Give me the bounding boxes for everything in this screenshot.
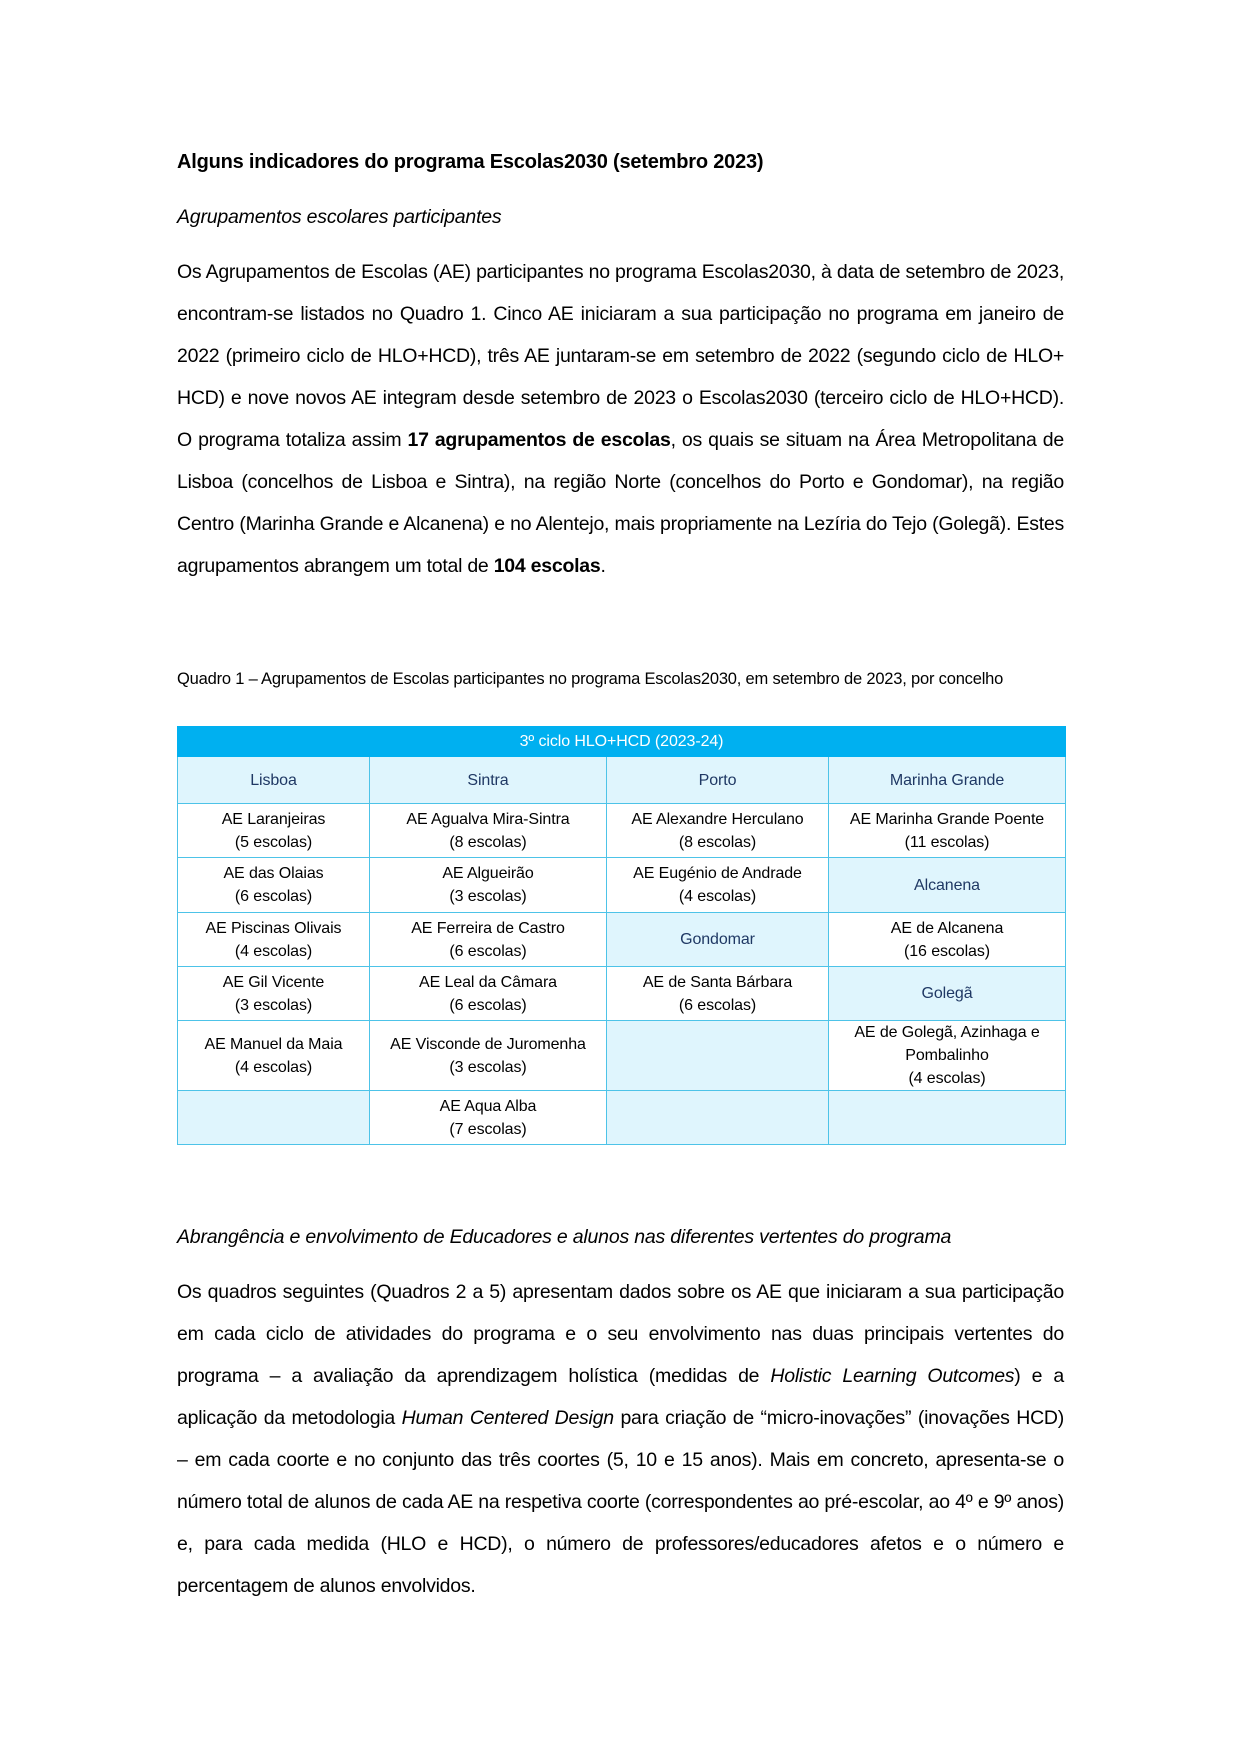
- ae-school-count: (8 escolas): [449, 833, 527, 851]
- ae-name: AE Marinha Grande Poente: [849, 810, 1045, 828]
- table-row: [178, 1091, 1066, 1145]
- ae-name: AE Gil Vicente: [222, 973, 325, 991]
- bold-total-agrupamentos: 17 agrupamentos de escolas: [407, 429, 671, 451]
- table-row: [178, 913, 1066, 967]
- table-cell: [178, 913, 370, 967]
- header-marinha-grande: Marinha Grande: [829, 757, 1066, 804]
- ae-name: AE Eugénio de Andrade: [633, 865, 802, 882]
- ae-name: AE Visconde de Juromenha: [390, 1035, 586, 1053]
- section-heading-participants: Agrupamentos escolares participantes: [177, 206, 502, 228]
- table-cell: [370, 858, 607, 913]
- table-row: [178, 1021, 1066, 1091]
- table-cell: [829, 804, 1066, 858]
- table-cell: [370, 1091, 607, 1145]
- header-lisboa: Lisboa: [178, 757, 370, 804]
- ae-school-count: (4 escolas): [234, 1058, 313, 1076]
- table-row: [178, 967, 1066, 1021]
- ae-name: AE Piscinas Olivais: [205, 919, 342, 937]
- table-cell: [607, 967, 829, 1021]
- ae-name: AE das Olaias: [223, 865, 324, 882]
- paragraph-text: .: [600, 555, 606, 577]
- table-cell: [607, 858, 829, 913]
- italic-term-hcd: Human Centered Design: [401, 1407, 614, 1429]
- agrupamentos-table: [177, 726, 1066, 1145]
- ae-school-count: (5 escolas): [234, 833, 313, 851]
- table-cell: [178, 804, 370, 858]
- italic-term-hlo: Holistic Learning Outcomes: [770, 1365, 1015, 1387]
- table-row: [178, 858, 1066, 913]
- section-heading-abrangencia: Abrangência e envolvimento de Educadores e alunos nas diferentes vertentes do programa: [177, 1226, 952, 1248]
- ae-name: AE de Golegã, Azinhaga e Pombalinho: [854, 1024, 1040, 1064]
- paragraph-abrangencia: [177, 1271, 1064, 1607]
- paragraph-text: Os quadros seguintes (Quadros 2 a 5) apresentam dados sobre os AE que iniciaram a sua participação em cada ciclo de atividades do programa e o seu envolvimento nas duas principais vertentes do programa – a avaliação da aprendizagem holística (medidas de: [177, 1281, 1064, 1387]
- table-cell: [370, 1021, 607, 1091]
- ae-school-count: (16 escolas): [904, 942, 990, 960]
- table-cell: [178, 967, 370, 1021]
- ae-name: AE de Alcanena: [890, 919, 1004, 937]
- ae-name: AE Aqua Alba: [439, 1097, 537, 1115]
- table-band-row: [178, 727, 1066, 757]
- ae-school-count: (3 escolas): [449, 1058, 527, 1076]
- empty-cell: [607, 1091, 829, 1145]
- table-cell: [607, 804, 829, 858]
- empty-cell: [607, 1021, 829, 1091]
- ae-school-count: (8 escolas): [678, 833, 757, 851]
- header-golega: Golegã: [829, 967, 1066, 1021]
- ae-school-count: (3 escolas): [449, 888, 527, 905]
- table-cell: [829, 913, 1066, 967]
- paragraph-text: ) e a aplicação da metodologia: [177, 1365, 1064, 1429]
- ae-school-count: (6 escolas): [678, 996, 757, 1014]
- document-title: Alguns indicadores do programa Escolas2030 (setembro 2023): [177, 151, 764, 173]
- table-caption: Quadro 1 – Agrupamentos de Escolas participantes no programa Escolas2030, em setembro de 2023, por concelho: [177, 670, 1004, 688]
- ae-name: AE Ferreira de Castro: [411, 919, 565, 937]
- header-porto: Porto: [607, 757, 829, 804]
- ae-name: AE Manuel da Maia: [204, 1035, 343, 1053]
- bold-total-escolas: 104 escolas: [493, 555, 601, 577]
- table-cell: [829, 1021, 1066, 1091]
- table-cell: [178, 1021, 370, 1091]
- ae-name: AE de Santa Bárbara: [642, 973, 793, 991]
- empty-cell: [829, 1091, 1066, 1145]
- paragraph-text: , os quais se situam na Área Metropolitana de Lisboa (concelhos de Lisboa e Sintra), na região Norte (concelhos do Porto e Gondomar), na região Centro (Marinha Grande e Alcanena) e no Alentejo, mais propriamente na Lezíria do Tejo (Golegã). Estes agrupamentos abrangem um total de: [177, 429, 1064, 577]
- table-header-row: [178, 757, 1066, 804]
- header-alcanena: Alcanena: [829, 858, 1066, 913]
- ae-school-count: (6 escolas): [449, 942, 527, 960]
- table-cell: [178, 858, 370, 913]
- table-row: [178, 804, 1066, 858]
- table-cell: [370, 913, 607, 967]
- ae-school-count: (6 escolas): [449, 996, 527, 1014]
- header-sintra: Sintra: [370, 757, 607, 804]
- ae-name: AE Agualva Mira-Sintra: [406, 810, 570, 828]
- ae-name: AE Alexandre Herculano: [631, 810, 804, 828]
- ae-school-count: (11 escolas): [904, 833, 990, 851]
- ae-school-count: (4 escolas): [234, 942, 313, 960]
- ae-school-count: (3 escolas): [234, 996, 313, 1014]
- ae-name: AE Algueirão: [442, 865, 534, 882]
- header-gondomar: Gondomar: [607, 913, 829, 967]
- paragraph-participants: [177, 251, 1064, 587]
- ae-school-count: (6 escolas): [234, 888, 313, 905]
- ae-name: AE Laranjeiras: [221, 810, 326, 828]
- table-cell: [370, 967, 607, 1021]
- paragraph-text: para criação de “micro-inovações” (inovações HCD) – em cada coorte e no conjunto das três coortes (5, 10 e 15 anos). Mais em concreto, apresenta-se o número total de alunos de cada AE na respetiva coorte (correspondentes ao pré-escolar, ao 4º e 9º anos) e, para cada medida (HLO e HCD), o número de professores/educadores afetos e o número e percentagem de alunos envolvidos.: [177, 1407, 1064, 1597]
- ae-school-count: (7 escolas): [449, 1120, 527, 1138]
- paragraph-text: Os Agrupamentos de Escolas (AE) participantes no programa Escolas2030, à data de setembro de 2023, encontram-se listados no Quadro 1. Cinco AE iniciaram a sua participação no programa em janeiro de 2022 (primeiro ciclo de HLO+HCD), três AE juntaram-se em setembro de 2022 (segundo ciclo de HLO+ HCD) e nove novos AE integram desde setembro de 2023 o Escolas2030 (terceiro ciclo de HLO+HCD). O programa totaliza assim: [177, 261, 1064, 451]
- empty-cell: [178, 1091, 370, 1145]
- ae-school-count: (4 escolas): [678, 888, 757, 905]
- ae-name: AE Leal da Câmara: [419, 973, 557, 991]
- table-cell: [370, 804, 607, 858]
- ae-school-count: (4 escolas): [908, 1070, 986, 1087]
- table-band-title: 3º ciclo HLO+HCD (2023-24): [178, 727, 1066, 757]
